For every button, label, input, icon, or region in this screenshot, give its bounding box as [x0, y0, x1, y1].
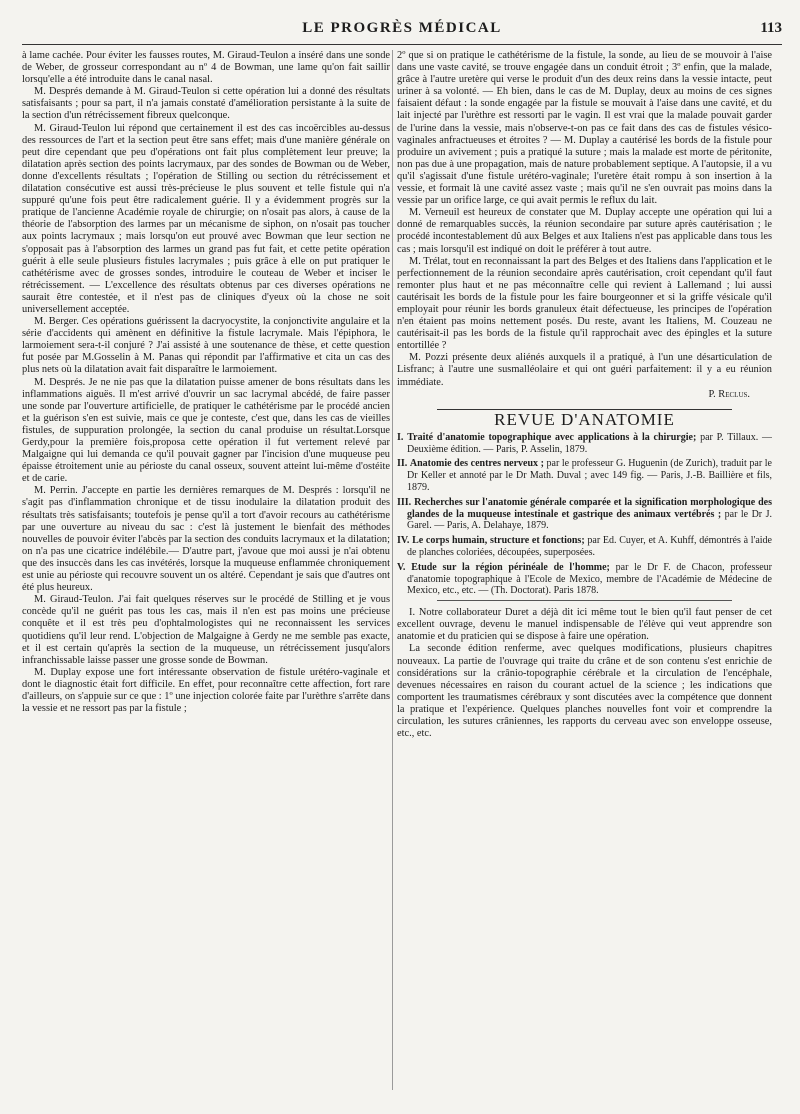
author-signature: P. Reclus.: [708, 388, 750, 400]
section-title: REVUE D'ANATOMIE: [494, 409, 675, 429]
entry-number: II.: [397, 458, 408, 470]
bibliography-entry: [397, 497, 772, 532]
entry-title: Etude sur la région périnéale de l'homme;: [411, 561, 610, 573]
paragraph: M. Després. Je ne nie pas que la dilatation puisse amener de bons résultats dans les inflammations aiguës. Il m'est arrivé d'ouvrir un sac lacrymal abcédé, de faire passer une sonde par l'ouverture artificielle, de pratiquer le cathétérisme par le procédé ancien et la guérison s'en est suivie, mais ce que je conteste, c'est que, dans les cas de vieilles fistules, de suppuration prolongée, la section du canal produise un résultat.Lorsque Gerdy,pour la première fois,proposa cette opération il fut vertement relevé par Malgaigne qui lui demanda ce qu'il pouvait gagner par l'incision d'une muqueuse peu épaisse étroitement unie au périoste du canal osseux, souvent atteint lui-même d'ostéite et de carie.: [22, 376, 390, 485]
right-column: [397, 50, 772, 1100]
paragraph: M. Berger. Ces opérations guérissent la dacryocystite, la conjonctivite angulaire et la série d'accidents qui amènent en définitive la fistule lacrymale. Mais l'épiphora, le larmoiement sera-t-il conjuré ? J'ai assisté à une soutenance de thèse, et cette question fut posée par M.Gosselin à M. Panas qui répondit par l'affirmative et cita un cas des plus nets où la dilatation avait fait disparaître le larmoiement.: [22, 316, 390, 376]
entry-title: Anatomie des centres nerveux ;: [409, 458, 544, 470]
bibliography-rule: [437, 600, 732, 601]
entry-number: I.: [397, 431, 404, 443]
page-number: 113: [760, 20, 782, 36]
paragraph: M. Verneuil est heureux de constater que M. Duplay accepte une opération qui lui a donné de remarquables succès, la réunion secondaire par suture après cautérisation ; le procédé incontestablement dû aux Belges et aux Italiens n'est pas applicable dans tous les cas ; mais lorsqu'il est indiqué on doit le préférer à tout autre.: [397, 207, 772, 255]
entry-number: IV.: [397, 535, 410, 547]
paragraph: à lame cachée. Pour éviter les fausses routes, M. Giraud-Teulon a inséré dans une sonde de Weber, de grosseur correspondant au nº 4 de Bowman, une lame qu'on fait saillir lorsqu'elle a été introduite dans le canal nasal.: [22, 50, 390, 86]
paragraph: M. Giraud-Teulon lui répond que certainement il est des cas incoërcibles au-dessus des ressources de l'art et la section peut être sans effet; mais d'une manière générale on peut dire cependant que peu d'opérations ont fait plus complètement leur preuve; la dilatation après section des points lacrymaux, par des sondes de Bowman ou de Weber, donne d'excellents résultats ; l'opération de Stilling ou section du rétrécissement et dilatation consécutive est aussi très-précieuse le plus souvent et telle fistule qui n'a suppuré qu'une fois peut être radicalement guérie. Il y a évidemment progrès sur la pratique de l'ancienne Académie royale de chirurgie; on n'osait pas alors, à cause de la théorie de l'absorption des larmes par un mécanisme de siphon, on n'osait pas toucher aux points lacrymaux ; mais lorsqu'on eut prouvé avec Bowman que leur section ne s'opposait pas à l'absorption des larmes un grand pas fut fait, et cette petite opération guérit à elle seule plusieurs fistules lacrymales ; puis grâce à elle on put pratiquer le cathétérisme avec de grosses sondes, introduire le couteau de Weber et inciser le rétrécissement. — L'excellence des résultats obtenus par ces diverses opérations ne saurait être contestée, et il n'est pas de cliniques d'yeux où la chose ne soit universellement acceptée.: [22, 122, 390, 315]
paragraph: 2º que si on pratique le cathétérisme de la fistule, la sonde, au lieu de se mouvoir à l'aise dans une vaste cavité, se trouve engagée dans un conduit étroit ; 3º enfin, que la malade, grâce à l'autre uretère qui verse le produit d'un des deux reins dans la vessie intacte, peut uriner à sa volonté. — Eh bien, dans le cas de M. Duplay, deux au moins de ces signes faisaient défaut : la sonde engagée par la fistule se mouvait à l'aise dans une cavité, et du lait injecté par l'urèthre est ressorti par le vagin. Il est vrai que la malade pouvait garder de l'urine dans la vessie, mais n'observe-t-on pas ce fait dans des cas de fistules vésico-vaginales anfractueuses et étroites ? — M. Duplay a cautérisé les bords de la fistule pour produire un avivement ; puis a pratiqué la suture ; mais la malade est morte de péritonite, non pas due à une propagation, mais de nature probablement septique. A l'autopsie, il a vu qu'il s'agissait d'une fistule urétéro-vaginale; l'uretère était rompu à son insertion à la vessie, et formait là une cavité assez vaste ; mais qu'il ne s'en ouvrait pas moins dans la vessie par un orifice large, ce qui avait permis le reflux du lait.: [397, 50, 772, 207]
header-rule: [22, 44, 782, 45]
bibliography-entry: [397, 562, 772, 597]
paragraph: I. Notre collaborateur Duret a déjà dit ici même tout le bien qu'il faut penser de cet excellent ouvrage, devenu le manuel indispensable de l'élève qui veut apprendre son anatomie et du praticien qui se dispose à faire une opération.: [397, 607, 772, 643]
entry-details: par le Dr J. Garel. — Paris, A. Delahaye, 1879.: [407, 508, 772, 532]
bibliography-entry: [397, 432, 772, 456]
paragraph: M. Després demande à M. Giraud-Teulon si cette opération lui a donné des résultats satisfaisants ; pour sa part, il n'a jamais constaté d'amélioration persistante à la suite de la section d'un rétrécissement fibreux quelconque.: [22, 86, 390, 122]
entry-details: par le Dr F. de Chacon, professeur d'anatomie topographique à l'Ecole de Mexico, membre de l'Académie de Médecine de Mexico, etc., etc. — (Th. Doctorat). Paris 1878.: [407, 561, 772, 597]
entry-details: par le professeur G. Huguenin (de Zurich), traduit par le Dr Keller et annoté par le Dr Math. Duval ; avec 149 fig. — Paris, J.-B. Baillière et fils, 1879.: [407, 458, 772, 493]
paragraph: La seconde édition renferme, avec quelques modifications, plusieurs chapitres nouveaux. La partie de l'ouvrage qui traite du crâne et de son contenu s'est enrichie de considérations sur la crânio-topographie cérébrale et la circulation de l'encéphale, devenues nécessaires en raison du courant actuel de la science ; les indications que comportent les traumatismes cérébraux y sont discutées avec la compétence que donnent la pratique et l'expérience. Quelques planches nouvelles font voir et comprendre la circulation, les sutures crâniennes, les rapports du cerveau avec son enveloppe osseuse, etc., etc.: [397, 643, 772, 740]
entry-title: Le corps humain, structure et fonctions;: [412, 535, 585, 547]
entry-details: par P. Tillaux. — Deuxième édition. — Paris, P. Asselin, 1879.: [407, 431, 772, 455]
running-title: LE PROGRÈS MÉDICAL: [302, 20, 502, 36]
paragraph: M. Duplay expose une fort intéressante observation de fistule urétéro-vaginale et dont le diagnostic était fort difficile. En effet, pour reconnaître cette affection, fort rare d'ailleurs, on s'appuie sur ce que : 1º une injection colorée faite par l'urèthre s'arrête dans la vessie et ne ressort pas par la fistule ;: [22, 666, 390, 715]
paragraph: M. Trélat, tout en reconnaissant la part des Belges et des Italiens dans l'application et le perfectionnement de la réunion secondaire après cautérisation, croit cependant qu'il faut remonter plus haut et ne pas méconnaître celle qui revient à Lallemand ; lui aussi cautérisait les bords de la fistule pour les faire bourgeonner et si la griffe vésicale qu'il employait pour réunir les bords granuleux était défectueuse, les principes de l'opération n'en étaient pas moins nettement posés. Du reste, avant les Italiens, M. Couzeau ne cautérisait-il pas les bords de la fistule qu'il rapprochait avec des épingles et la suture entortillée ?: [397, 255, 772, 352]
entry-details: par Ed. Cuyer, et A. Kuhff, démontrés à l'aide de planches coloriées, découpées, superposées.: [407, 535, 772, 558]
paragraph: M. Giraud-Teulon. J'ai fait quelques réserves sur le procédé de Stilling et je vous concède qu'il ne guérit pas tous les cas, mais il n'en est pas moins une précieuse conquête et il est très peu d'ophtalmologistes qui ne reconnaissent les services quotidiens qu'il leur rend. L'objection de Malgaigne à Gerdy ne me semble pas exacte, et il est certain qu'après la section de la muqueuse, un rétrécissement jusqu'alors infranchissable laisse passer une grosse sonde de Bowman.: [22, 594, 390, 666]
entry-title: Traité d'anatomie topographique avec applications à la chirurgie;: [407, 431, 697, 443]
bibliography-entry: [397, 458, 772, 493]
paragraph: M. Perrin. J'accepte en partie les dernières remarques de M. Després : lorsqu'il ne s'agit pas d'inflammation chronique et de tissu inodulaire la dilatation produit des résultats très satisfaisants; toutefois je pense qu'il a tort d'avoir recours au cathétérisme par une ouverture au niveau du sac : c'est là justement le bienfait des méthodes nouvelles de pouvoir éviter l'abcès par la section des conduits lacrymaux et la dilatation; on n'a pas une cicatrice indélébile.— D'autre part, j'avoue que moi aussi je n'ai obtenu que des insuccès dans les cas invétérés, lorsque la muqueuse enflammée chroniquement est unie au périoste qui recouvre souvent un os altéré. Cependant je sais que d'autres ont été plus heureux.: [22, 485, 390, 594]
entry-title: Recherches sur l'anatomie générale comparée et la signification morphologique des glandes de la muqueuse intestinale et gastrique des animaux vertébrés ;: [407, 496, 772, 520]
left-column: [22, 50, 390, 1100]
entry-number: III.: [397, 496, 412, 508]
page-header: [22, 14, 782, 44]
paragraph: M. Pozzi présente deux aliénés auxquels il a pratiqué, à l'un une désarticulation de Lisfranc; à l'autre une susmalléolaire et qui ont guéri parfaitement: il y a eu réunion immédiate.: [397, 352, 772, 388]
bibliography-entry: [397, 535, 772, 559]
entry-number: V.: [397, 561, 406, 573]
column-divider: [392, 50, 393, 1090]
